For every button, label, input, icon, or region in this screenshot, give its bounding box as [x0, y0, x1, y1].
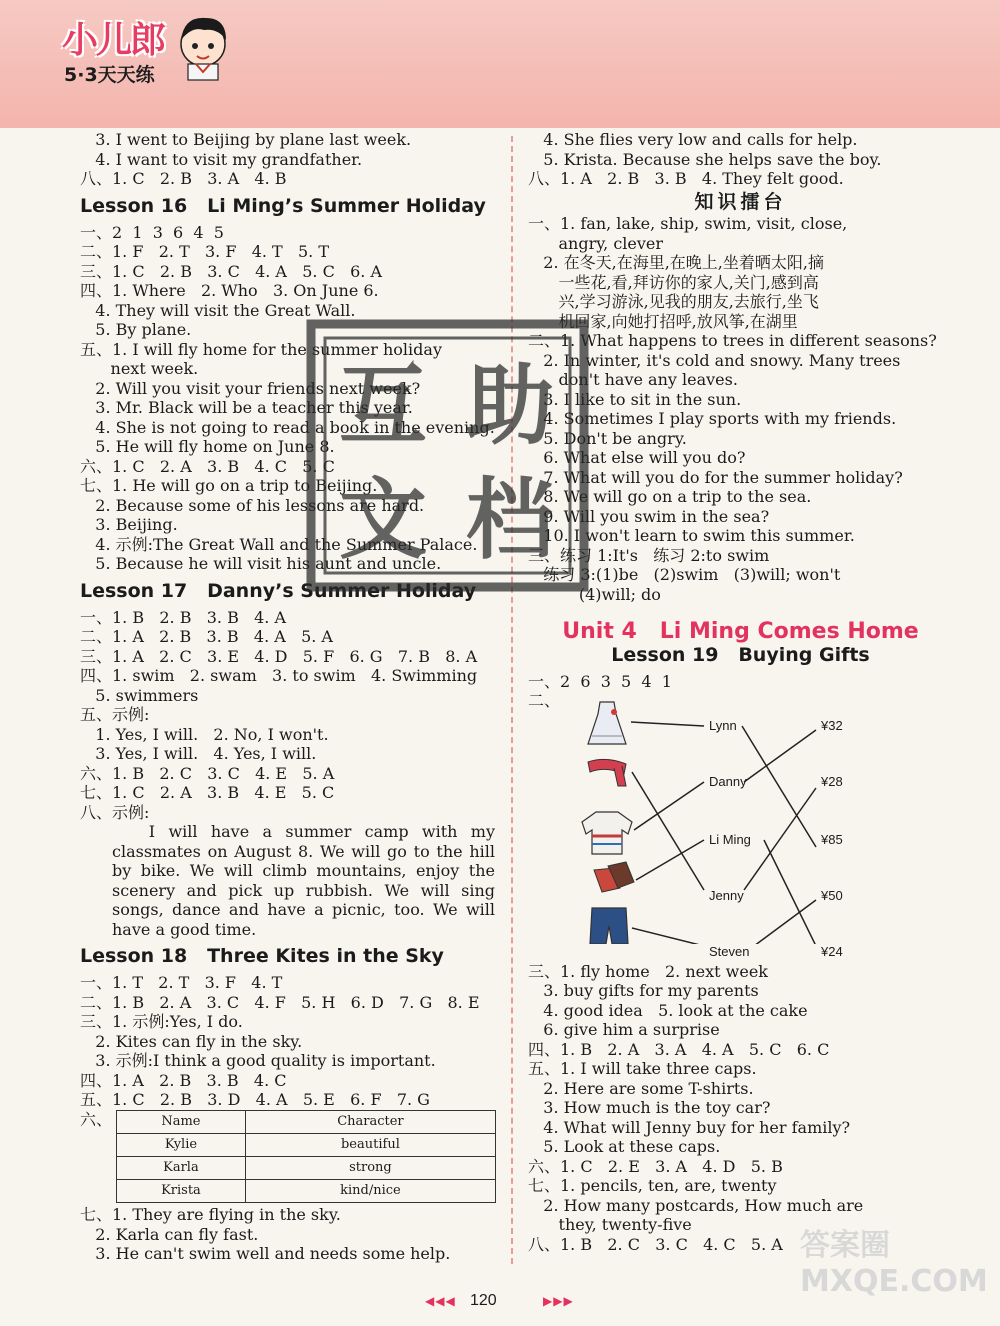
left-top-lines	[80, 130, 500, 189]
table-header-cell: Character	[245, 1111, 495, 1134]
page-number: 120	[470, 1292, 497, 1309]
answer-line: 3. Yes, I will. 4. Yes, I will.	[80, 744, 317, 763]
answer-line: 2. Kites can fly in the sky.	[80, 1031, 303, 1051]
answer-line: 五、1. I will fly home for the summer holiday	[80, 339, 442, 359]
match-line	[764, 840, 816, 944]
answer-line: 3. I like to sit in the sun.	[528, 389, 742, 409]
table-cell: kind/nice	[245, 1180, 495, 1203]
answer-line: 3. I went to Beijing by plane last week.	[80, 130, 412, 149]
answer-line: 2. Will you visit your friends next week?	[80, 378, 421, 398]
table-header-cell: Name	[117, 1111, 246, 1134]
answer-line: 4. 示例:The Great Wall and the Summer Palace.	[80, 534, 478, 554]
price-label: ¥24	[821, 943, 843, 959]
prev-arrows-icon: ◀◀◀	[425, 1294, 456, 1308]
answer-line: 四、1. Where 2. Who 3. On June 6.	[80, 281, 379, 300]
answer-line: 八、1. A 2. B 3. B 4. They felt good.	[528, 169, 844, 188]
answer-line: 一、1. T 2. T 3. F 4. T	[80, 973, 283, 992]
lesson16-title: Lesson 16 Li Ming’s Summer Holiday	[80, 194, 486, 217]
answer-line: 3. How much is the toy car?	[528, 1098, 771, 1117]
answer-line: 4. Sometimes I play sports with my friends.	[528, 409, 897, 428]
mascot-boy-icon	[168, 8, 238, 83]
answer-line: 八、示例:	[80, 802, 150, 822]
table-cell: beautiful	[245, 1134, 495, 1157]
knowledge-arena-title: 知识擂台	[694, 190, 787, 213]
answer-line: 机回家,向她打招呼,放风筝,在湖里	[528, 311, 798, 331]
table-cell: strong	[245, 1157, 495, 1180]
answer-line: 六、1. C 2. A 3. B 4. C 5. C	[80, 456, 335, 476]
lesson19-answers	[528, 672, 953, 1255]
name-price-lines	[742, 726, 816, 944]
match-line	[632, 928, 704, 944]
answer-line: 四、1. swim 2. swam 3. to swim 4. Swimming	[80, 666, 478, 685]
character-table	[116, 1110, 496, 1203]
table-cell: Krista	[117, 1180, 246, 1203]
answer-line: 七、1. He will go on a trip to Beijing.	[80, 476, 378, 495]
match-line	[754, 900, 816, 944]
answer-line: 4. I want to visit my grandfather.	[80, 149, 363, 169]
answer-line: 六、1. C 2. E 3. A 4. D 5. B	[528, 1156, 783, 1176]
gloves-icon	[594, 862, 634, 892]
answer-line: 二、1. A 2. B 3. B 4. A 5. A	[80, 627, 333, 646]
lesson17-title: Lesson 17 Danny’s Summer Holiday	[80, 579, 477, 602]
price-label: ¥85	[821, 831, 843, 847]
answer-line: 三、1. 示例:Yes, I do.	[80, 1012, 243, 1031]
answer-line: 2. Karla can fly fast.	[80, 1224, 259, 1244]
stamp-char: 助	[465, 354, 555, 457]
matching-exercise	[528, 692, 953, 959]
answer-line: 八、1. C 2. B 3. A 4. B	[80, 169, 287, 188]
answer-line: 5. Don't be angry.	[528, 428, 687, 448]
answer-line: 三、1. A 2. C 3. E 4. D 5. F 6. G 7. B 8. A	[80, 646, 478, 666]
lesson19-title: Lesson 19 Buying Gifts	[611, 643, 870, 666]
person-name: Li Ming	[709, 831, 751, 847]
answer-line: 六、1. B 2. C 3. C 4. E 5. A	[80, 763, 335, 783]
stamp-char: 档	[465, 468, 555, 571]
answer-line: 2. Because some of his lessons are hard.	[80, 495, 425, 515]
stamp-char: 文	[338, 468, 428, 571]
person-name: Jenny	[709, 887, 744, 903]
answer-line: 3. buy gifts for my parents	[528, 981, 759, 1000]
person-name: Danny	[709, 773, 747, 789]
match-line	[631, 722, 704, 726]
price-label: ¥50	[821, 887, 843, 903]
sweater-icon	[582, 812, 632, 854]
answer-line: 八、1. B 2. C 3. C 4. C 5. A	[528, 1234, 783, 1254]
answer-line: 2. How many postcards, How much are	[528, 1195, 864, 1215]
answer-line: 5. swimmers	[80, 685, 199, 705]
answer-line: 6. What else will you do?	[528, 448, 746, 467]
answer-line: 一、2 1 3 6 4 5	[80, 222, 224, 242]
answer-line: 五、示例:	[80, 705, 150, 724]
answer-line: 6. give him a surprise	[528, 1020, 720, 1039]
answer-line: 8. We will go on a trip to the sea.	[528, 487, 812, 506]
table-row	[117, 1180, 496, 1203]
answer-line: next week.	[80, 359, 199, 378]
answer-line: 10. I won't learn to swim this summer.	[528, 526, 855, 545]
answer-line: 4. She is not going to read a book in the evening.	[80, 417, 495, 437]
match-line	[634, 782, 704, 830]
price-label: ¥32	[821, 717, 843, 733]
stamp-char: 互	[338, 354, 428, 457]
matching-lines	[528, 692, 953, 944]
answer-line: 4. They will visit the Great Wall.	[80, 300, 356, 320]
answer-line: 二、	[528, 691, 561, 710]
left-column	[80, 130, 500, 1264]
answer-line: 2. 在冬天,在海里,在晚上,坐着晒太阳,摘	[528, 253, 824, 272]
answer-line: 一、1. B 2. B 3. B 4. A	[80, 607, 287, 627]
answer-line: 七、1. pencils, ten, are, twenty	[528, 1176, 777, 1195]
answer-line: 七、1. C 2. A 3. B 4. E 5. C	[80, 783, 335, 802]
answer-line: 9. Will you swim in the sea?	[528, 506, 770, 526]
match-line	[744, 730, 816, 782]
match-line	[742, 726, 816, 847]
answer-line: 练习 3:(1)be (2)swim (3)will; won't	[528, 565, 841, 584]
lesson18-answers	[80, 973, 500, 1264]
answer-line: 2. Here are some T-shirts.	[528, 1078, 754, 1098]
answer-line: 5. Look at these caps.	[528, 1137, 721, 1156]
brand-title: 小儿郎	[62, 20, 165, 61]
answer-line: 4. What will Jenny buy for her family?	[528, 1117, 851, 1137]
answer-line: 3. Mr. Black will be a teacher this year.	[80, 398, 413, 417]
sample-essay: I will have a summer camp with my classmates on August 8. We will go to the hill by bike. We will climb mountains, enjoy the scenery and pick up rubbish. We will sing songs, dance and have a picnic, too. We will have a good time.	[112, 822, 495, 939]
answer-line: 三、1. C 2. B 3. C 4. A 5. C 6. A	[80, 261, 382, 281]
answer-line: 3. 示例:I think a good quality is important.	[80, 1051, 436, 1070]
answer-line: 3. He can't swim well and needs some help.	[80, 1244, 451, 1263]
lesson16-answers	[80, 223, 500, 574]
answer-line: 4. She flies very low and calls for help.	[528, 130, 858, 149]
answer-line: 1. Yes, I will. 2. No, I won't.	[80, 724, 329, 744]
match-line	[744, 788, 816, 890]
person-name: Steven	[709, 943, 750, 959]
answer-line: 二、1. What happens to trees in different seasons?	[528, 331, 937, 350]
answer-line: 一些花,看,拜访你的家人,关门,感到高	[528, 272, 819, 292]
table-row	[117, 1157, 496, 1180]
answer-line: 三、1. fly home 2. next week	[528, 961, 768, 981]
shorts-icon	[590, 908, 628, 944]
answer-line: 五、1. I will take three caps.	[528, 1059, 757, 1078]
answer-line: 5. He will fly home on June 8.	[80, 437, 335, 456]
answer-line: 四、1. A 2. B 3. B 4. C	[80, 1070, 287, 1090]
lesson18-title: Lesson 18 Three Kites in the Sky	[80, 945, 444, 967]
answer-line: 七、1. They are flying in the sky.	[80, 1205, 341, 1224]
person-name: Lynn	[709, 717, 737, 733]
site-watermark: 答案圈 MXQE.COM	[800, 1228, 988, 1299]
answer-line: 7. What will you do for the summer holiday?	[528, 467, 903, 487]
answer-line: 4. good idea 5. look at the cake	[528, 1000, 808, 1020]
scarf-icon	[588, 759, 626, 786]
answer-line: (4)will; do	[528, 584, 661, 604]
answer-line: 二、1. B 2. A 3. C 4. F 5. H 6. D 7. G 8. E	[80, 992, 480, 1012]
answer-line: 兴,学习游泳,见我的朋友,去旅行,坐飞	[528, 292, 819, 311]
next-arrows-icon: ▶▶▶	[543, 1294, 574, 1308]
answer-line: 三、练习 1:It's 练习 2:to swim	[528, 545, 770, 565]
table-row	[117, 1134, 496, 1157]
answer-line: 2. In winter, it's cold and snowy. Many trees	[528, 350, 901, 370]
knowledge-arena-answers	[528, 214, 953, 604]
page-header	[0, 0, 1000, 128]
price-label: ¥28	[821, 773, 843, 789]
unit4-title: Unit 4 Li Ming Comes Home	[562, 619, 919, 644]
answer-line: they, twenty-five	[528, 1215, 692, 1234]
column-divider	[511, 136, 513, 1264]
answer-line: 一、2 6 3 5 4 1	[528, 671, 672, 691]
answer-line: 5. By plane.	[80, 320, 192, 339]
table-header-row	[117, 1111, 496, 1134]
answer-line: 五、1. C 2. B 3. D 4. A 5. E 6. F 7. G	[80, 1090, 430, 1109]
answer-line: 一、1. fan, lake, ship, swim, visit, close,	[528, 214, 848, 233]
right-top-lines	[528, 130, 953, 189]
answer-line: 3. Beijing.	[80, 515, 178, 534]
answer-line: 5. Krista. Because she helps save the boy.	[528, 149, 882, 169]
answer-line: 四、1. B 2. A 3. A 4. A 5. C 6. C	[528, 1039, 830, 1059]
brand-subtitle: 5·3天天练	[64, 64, 155, 86]
right-column	[528, 130, 953, 1254]
item-name-lines	[631, 722, 704, 944]
answer-line: 5. Because he will visit his aunt and uncle.	[80, 554, 442, 573]
answer-line: 二、1. F 2. T 3. F 4. T 5. T	[80, 242, 330, 261]
lesson17-answers	[80, 608, 500, 940]
dress-icon	[588, 702, 626, 744]
answer-line: 六、	[80, 1109, 113, 1129]
table-cell: Kylie	[117, 1134, 246, 1157]
table-cell: Karla	[117, 1157, 246, 1180]
answer-line: angry, clever	[528, 233, 664, 253]
answer-line: don't have any leaves.	[528, 370, 738, 389]
